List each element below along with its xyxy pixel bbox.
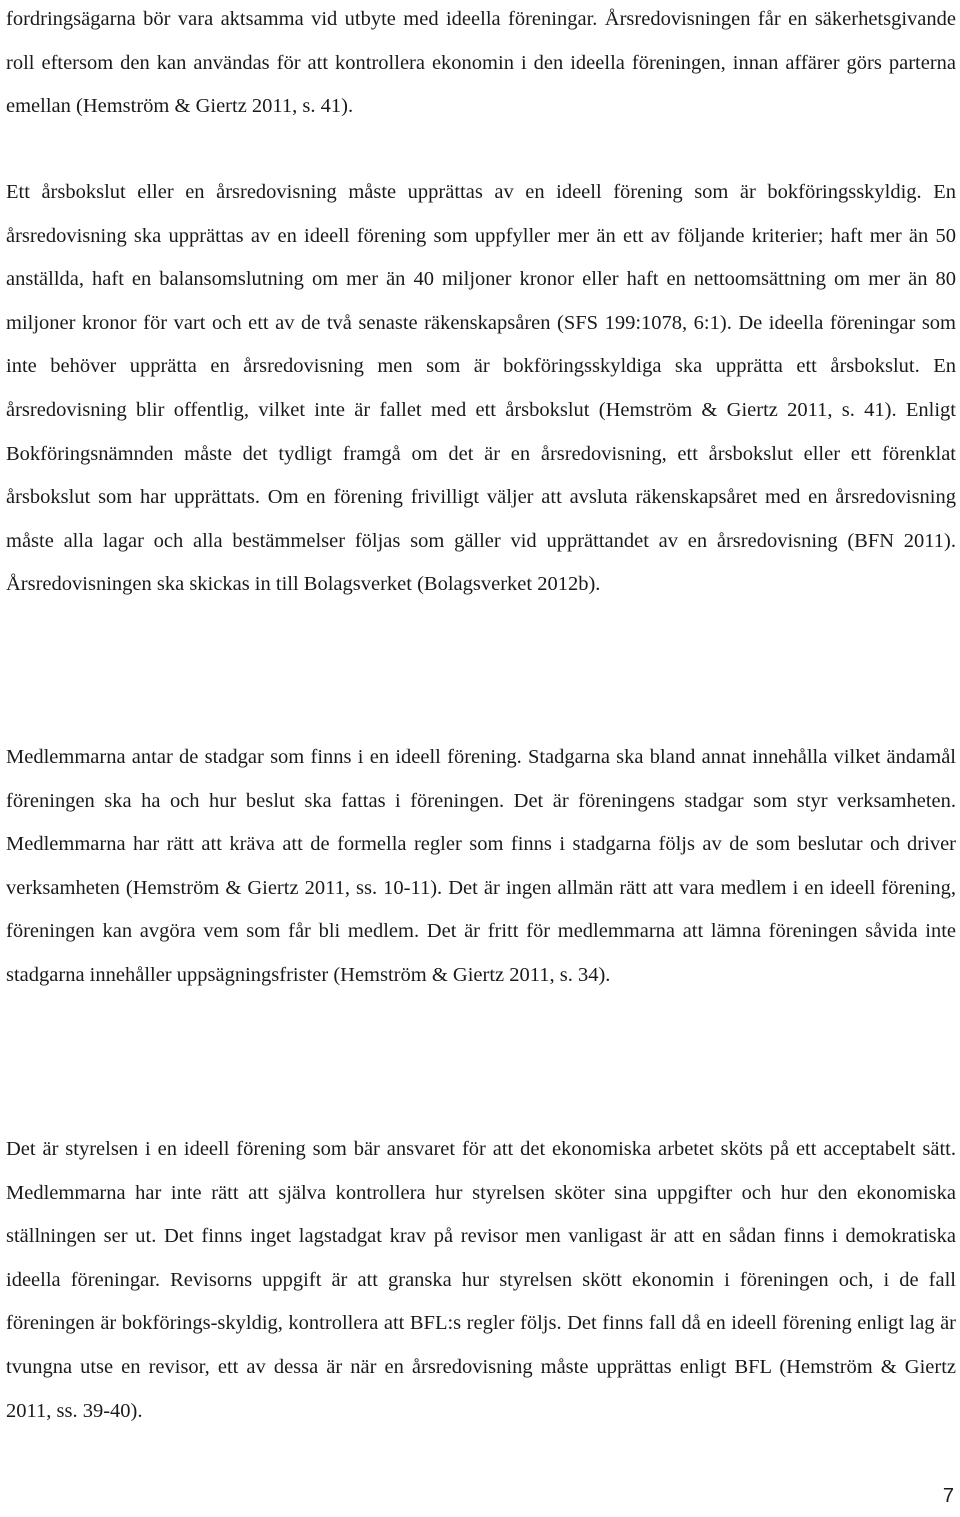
paragraph-3: Medlemmarna antar de stadgar som finns i en ideell förening. Stadgarna ska bland annat innehålla vilket ändamål föreningen ska ha och hur beslut ska fattas i föreningen. Det är föreningens stadgar som styr verksamheten. Medlemmarna har rätt att kräva att de formella regler som finns i stadgarna följs av de som beslutar och driver verksamheten (Hemström & Giertz 2011, ss. 10-11). Det är ingen allmän rätt att vara medlem i en ideell förening, föreningen kan avgöra vem som får bli medlem. Det är fritt för medlemmarna att lämna föreningen såvida inte stadgarna innehåller uppsägningsfrister (Hemström & Giertz 2011, s. 34). bbox=[6, 746, 956, 986]
page-number: 7 bbox=[942, 1485, 954, 1507]
paragraph-1: fordringsägarna bör vara aktsamma vid utbyte med ideella föreningar. Årsredovisningen får en säkerhetsgivande roll eftersom den kan användas för att kontrollera ekonomin i den ideella föreningen, innan affärer görs parterna emellan (Hemström & Giertz 2011, s. 41). bbox=[6, 8, 956, 118]
paragraph-4: Det är styrelsen i en ideell förening som bär ansvaret för att det ekonomiska arbetet sköts på ett acceptabelt sätt. Medlemmarna har inte rätt att själva kontrollera hur styrelsen sköter sina uppgifter och hur den ekonomiska ställningen ser ut. Det finns inget lagstadgat krav på revisor men vanligast är att en sådan finns i demokratiska ideella föreningar. Revisorns uppgift är att granska hur styrelsen skött ekonomin i föreningen och, i de fall föreningen är bokförings-skyldig, kontrollera att BFL:s regler följs. Det finns fall då en ideell förening enligt lag är tvungna utse en revisor, ett av dessa är när en årsredovisning måste upprättas enligt BFL (Hemström & Giertz 2011, ss. 39-40). bbox=[6, 1138, 956, 1422]
paragraph-2: Ett årsbokslut eller en årsredovisning måste upprättas av en ideell förening som är bokföringsskyldig. En årsredovisning ska upprättas av en ideell förening som uppfyller mer än ett av följande kriterier; haft mer än 50 anställda, haft en balansomslutning om mer än 40 miljoner kronor eller haft en nettoomsättning om mer än 80 miljoner kronor för vart och ett av de två senaste räkenskapsåren (SFS 199:1078, 6:1). De ideella föreningar som inte behöver upprätta en årsredovisning men som är bokföringsskyldiga ska upprätta ett årsbokslut. En årsredovisning blir offentlig, vilket inte är fallet med ett årsbokslut (Hemström & Giertz 2011, s. 41). Enligt Bokföringsnämnden måste det tydligt framgå om det är en årsredovisning, ett årsbokslut eller ett förenklat årsbokslut som har upprättats. Om en förening frivilligt väljer att avsluta räkenskapsåret med en årsredovisning måste alla lagar och alla bestämmelser följas som gäller vid upprättandet av en årsredovisning (BFN 2011). Årsredovisningen ska skickas in till Bolagsverket (Bolagsverket 2012b). bbox=[6, 181, 956, 596]
